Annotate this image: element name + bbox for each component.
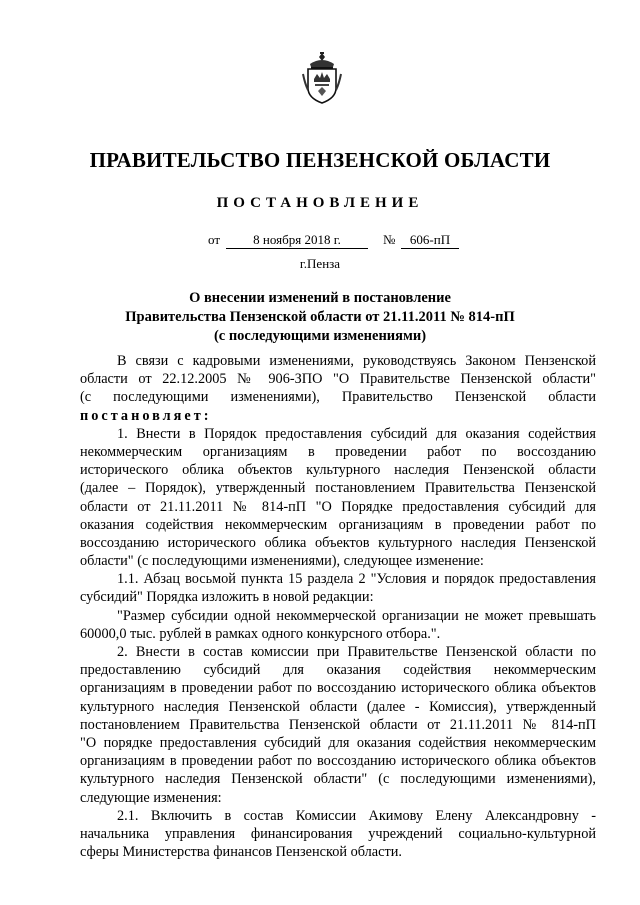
body-line: В связи с кадровыми изменениями, руководствуясь Законом Пензенской: [117, 353, 596, 369]
body-line: организациям в проведении работ по воссозданию исторического облика объектов: [80, 753, 596, 770]
document-date: 8 ноября 2018 г.: [226, 232, 368, 249]
body-line: 1. Внести в Порядок предоставления субсидий для оказания содействия: [117, 425, 596, 442]
body-line: сферы Министерства финансов Пензенской области.: [80, 844, 402, 861]
document-number: 606-пП: [401, 232, 459, 249]
document-subject: [80, 289, 560, 346]
government-title: ПРАВИТЕЛЬСТВО ПЕНЗЕНСКОЙ ОБЛАСТИ: [89, 148, 551, 172]
body-line: 2.1. Включить в состав Комиссии Акимову Елену Александровну -: [117, 807, 596, 824]
body-line: начальника управления финансирования учреждений социально-культурной: [80, 825, 596, 842]
date-number-line: [0, 232, 640, 250]
body-line: субсидий" Порядка изложить в новой редакции:: [80, 589, 374, 606]
body-line: организациям в проведении работ по воссозданию исторического облика объектов: [80, 680, 596, 697]
body-line: 60000,0 тыс. рублей в рамках одного конкурсного отбора.".: [80, 625, 441, 642]
body-line: оказания содействия некоммерческим организациям в проведении работ по: [80, 516, 596, 533]
document-body: [80, 352, 596, 861]
city: г.Пенза: [299, 256, 341, 271]
body-line: культурного наследия Пензенской области (далее - Комиссия), утвержденный: [80, 698, 596, 715]
subject-line: О внесении изменений в постановление: [189, 290, 451, 306]
body-line: (с последующими изменениями), Правительство Пензенской области: [80, 389, 596, 406]
body-line: (далее – Порядок), утвержденный постановлением Правительства Пензенской: [80, 480, 596, 497]
body-line: следующие изменения:: [80, 789, 222, 806]
subject-line: Правительства Пензенской области от 21.11.2011 № 814-пП: [125, 309, 515, 325]
body-line: воссозданию исторического облика объектов культурного наследия Пензенской: [80, 534, 596, 551]
body-line: "Размер субсидии одной некоммерческой организации не может превышать: [117, 607, 596, 624]
date-prefix: от: [208, 232, 221, 247]
body-line: постановлением Правительства Пензенской области от 21.11.2011 № 814-пП: [80, 716, 596, 733]
body-line: области от 21.11.2011 № 814-пП "О Порядке предоставления субсидий для: [80, 498, 596, 515]
body-line: предоставлению субсидий для оказания содействия некоммерческим: [80, 662, 596, 679]
body-line: 1.1. Абзац восьмой пункта 15 раздела 2 "Условия и порядок предоставления: [117, 571, 596, 588]
coat-of-arms-icon: [302, 52, 342, 104]
body-line: 2. Внести в состав комиссии при Правительстве Пензенской области по: [117, 644, 596, 660]
body-line: культурного наследия Пензенской области" (с последующими изменениями),: [80, 771, 596, 788]
document-type: ПОСТАНОВЛЕНИЕ: [216, 195, 424, 211]
subject-line: (с последующими изменениями): [213, 328, 427, 344]
body-line: "О порядке предоставления субсидий для оказания содействия некоммерческим: [80, 734, 596, 751]
body-line: исторического облика объектов культурного наследия Пензенской области: [80, 462, 596, 479]
body-line: области" (с последующими изменениями), следующее изменение:: [80, 553, 484, 570]
body-line: некоммерческим организациям в проведении работ по воссозданию: [80, 443, 596, 460]
number-prefix: №: [383, 232, 396, 247]
body-line: области от 22.12.2005 № 906-ЗПО "О Правительстве Пензенской области": [80, 371, 596, 388]
body-line: постановляет:: [80, 407, 212, 424]
